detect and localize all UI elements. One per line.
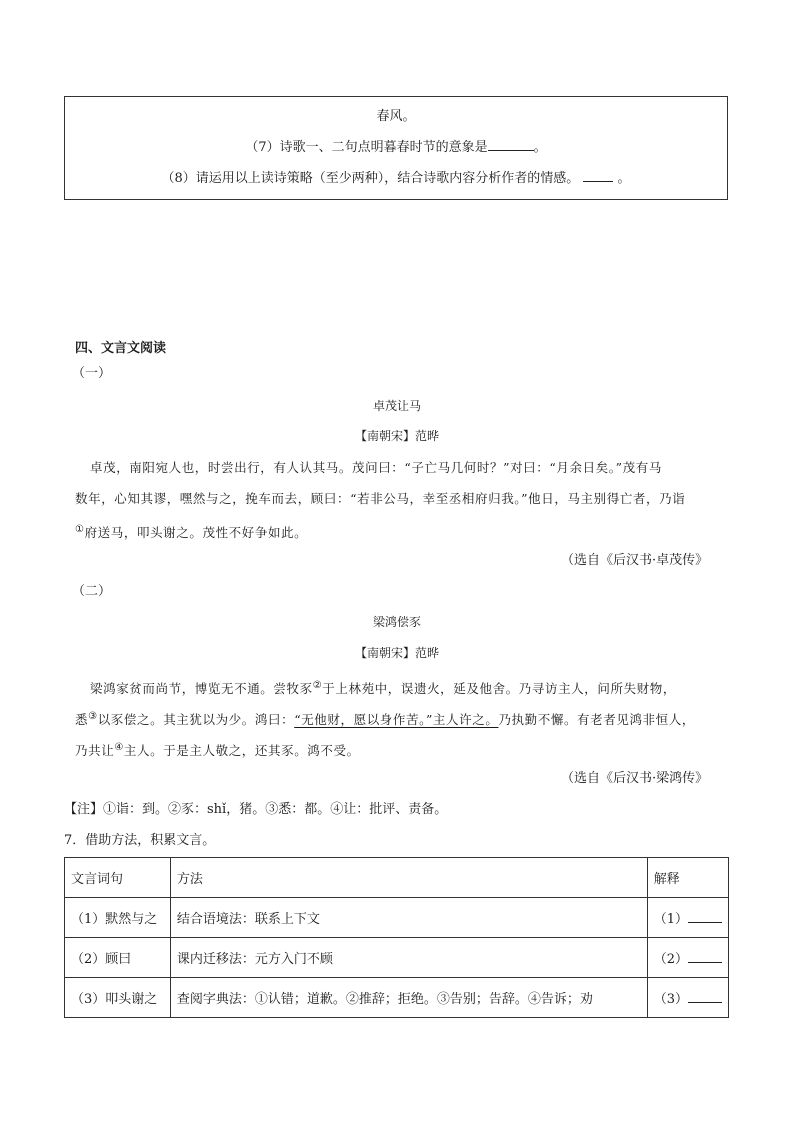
answer-label: （2） (653, 952, 688, 967)
answer-blank[interactable] (488, 138, 534, 151)
underlined-sentence: “无他财，愿以身作苦。”主人许之。 (294, 712, 499, 728)
header-cell: 解释 (647, 858, 728, 898)
answer-label: （3） (653, 992, 688, 1007)
table-cell: （3）叩头谢之 (65, 978, 171, 1018)
answer-blank[interactable] (583, 169, 613, 182)
answer-box (64, 96, 728, 200)
part2-line-2-c: 乃执勤不懈。有老者见鸿非恒人， (498, 712, 695, 728)
box-line-1: 春风。 (376, 109, 416, 124)
method-table (64, 857, 729, 1018)
part2-line-1-b: 于上林苑中，误遗火，延及他舍。乃寻访主人，问所失财物， (322, 681, 676, 697)
part2-author: 【南朝宋】范晔 (354, 646, 439, 660)
part2-line-1 (90, 676, 676, 699)
table-row (65, 938, 729, 978)
table-cell: （2）顾曰 (65, 938, 171, 978)
box-line-3-end: 。 (613, 171, 631, 186)
table-row (65, 978, 729, 1018)
answer-label: （1） (653, 912, 688, 927)
box-line-2-text: （7）诗歌一、二句点明暮春时节的意象是 (245, 140, 488, 155)
table-cell: 课内迁移法：元方入门不顾 (170, 938, 647, 978)
part2-title: 梁鸿偿豕 (372, 615, 421, 629)
notes: 【注】①诣：到。②豕：shǐ，猪。③悉：都。④让：批评、责备。 (64, 802, 448, 817)
header-cell: 方法 (170, 858, 647, 898)
table-row (65, 898, 729, 938)
footnote-mark: ① (75, 524, 85, 535)
header-cell: 文言词句 (65, 858, 171, 898)
table-header-row (65, 858, 729, 898)
answer-blank[interactable] (688, 910, 722, 923)
answer-cell[interactable] (647, 938, 728, 978)
part-label-1: （一） (72, 366, 112, 381)
answer-blank[interactable] (688, 950, 722, 963)
part-label-2: （二） (72, 584, 112, 599)
part2-line-1-a: 梁鸿家贫而尚节，博览无不通。尝牧豕 (90, 681, 313, 697)
part1-line-2: 数年，心知其谬，嘿然与之，挽车而去，顾曰：“若非公马，幸至丞相府归我。”他日，马主别得亡者，乃诣 (75, 491, 686, 506)
table-cell: （1）默然与之 (65, 898, 171, 938)
table-cell: 查阅字典法：①认错；道歉。②推辞；拒绝。③告别；告辞。④告诉；劝 (170, 978, 647, 1018)
part2-line-3 (75, 738, 360, 761)
box-line-2-end: 。 (533, 140, 547, 155)
part2-line-2-b: 以豕偿之。其主犹以为少。鸿曰： (97, 712, 295, 728)
box-line-3-text: （8）请运用以上读诗策略（至少两种），结合诗歌内容分析作者的情感。 (161, 171, 580, 186)
answer-cell[interactable] (647, 898, 728, 938)
question-7: 7．借助方法，积累文言。 (64, 833, 216, 848)
box-line-3 (65, 169, 727, 188)
answer-cell[interactable] (647, 978, 728, 1018)
part1-title: 卓茂让马 (372, 399, 421, 413)
part1-author: 【南朝宋】范晔 (354, 429, 439, 443)
box-line-2 (65, 138, 727, 157)
footnote-mark: ② (312, 680, 323, 691)
part1-line-3 (75, 520, 307, 543)
part2-line-2 (75, 707, 695, 730)
footnote-mark: ④ (114, 742, 124, 753)
part2-line-3-b: 主人。于是主人敬之，还其豕。鸿不受。 (123, 743, 360, 759)
part2-line-2-a: 悉 (75, 712, 89, 728)
table-cell: 结合语境法：联系上下文 (170, 898, 647, 938)
answer-blank[interactable] (688, 990, 722, 1003)
part2-source: （选自《后汉书·梁鸿传》 (561, 771, 709, 786)
footnote-mark: ③ (88, 711, 98, 722)
part2-line-3-a: 乃共让 (75, 743, 115, 759)
part1-source: （选自《后汉书·卓茂传》 (561, 553, 709, 568)
part1-line-3-text: 府送马，叩头谢之。茂性不好争如此。 (84, 525, 308, 541)
part1-line-1: 卓茂，南阳宛人也，时尝出行，有人认其马。茂问曰：“子亡马几何时？”对曰：“月余日矣。”茂有马 (90, 460, 662, 475)
section-heading: 四、文言文阅读 (75, 341, 167, 356)
